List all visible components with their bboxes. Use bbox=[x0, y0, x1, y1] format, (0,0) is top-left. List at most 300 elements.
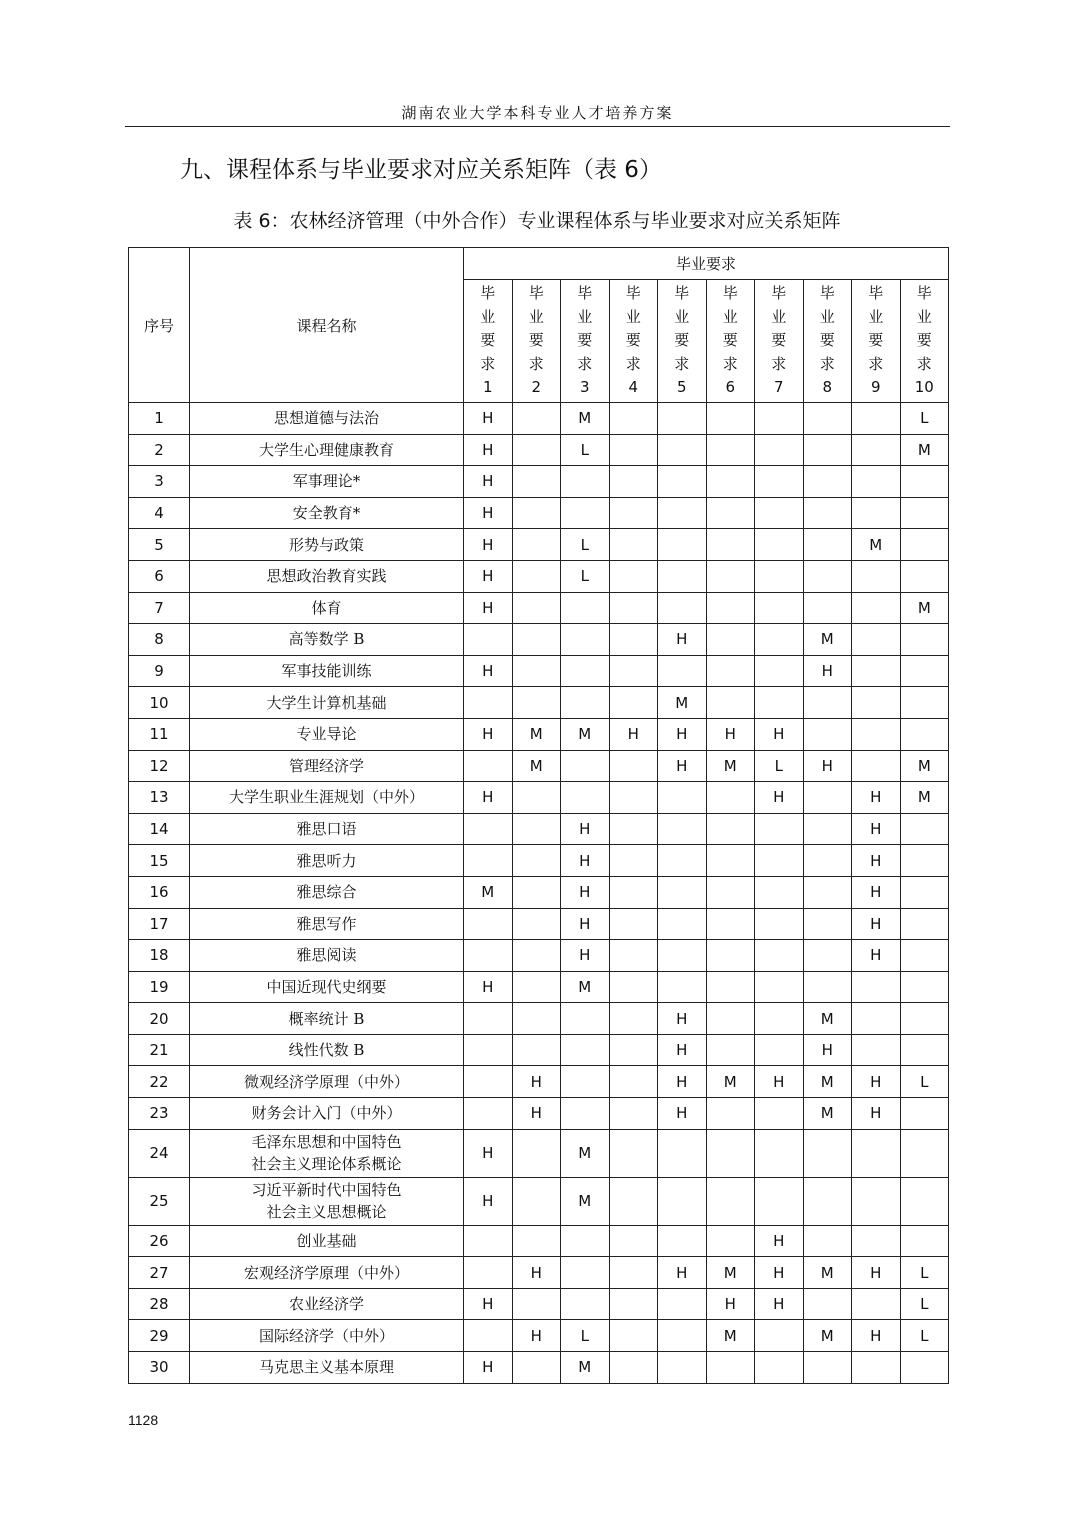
row-seq-cell: 20 bbox=[129, 1003, 190, 1035]
requirement-level-cell: M bbox=[658, 687, 707, 719]
requirement-level-cell bbox=[852, 655, 901, 687]
requirement-level-cell: M bbox=[852, 529, 901, 561]
requirement-level-cell bbox=[609, 940, 658, 972]
requirement-level-cell bbox=[609, 876, 658, 908]
requirement-level-cell bbox=[512, 1225, 561, 1257]
requirement-level-cell bbox=[803, 845, 852, 877]
requirement-level-cell bbox=[803, 560, 852, 592]
row-seq-cell: 26 bbox=[129, 1225, 190, 1257]
requirement-level-cell bbox=[609, 845, 658, 877]
requirement-level-cell: H bbox=[803, 1034, 852, 1066]
header-requirement-char: 10 bbox=[914, 378, 934, 397]
requirement-level-cell bbox=[464, 1034, 513, 1066]
header-requirement-char: 求 bbox=[625, 354, 641, 373]
course-name-cell bbox=[190, 624, 464, 656]
header-requirements-group: 毕业要求 bbox=[464, 248, 949, 280]
header-requirement-char: 求 bbox=[868, 354, 884, 373]
requirement-level-cell bbox=[755, 497, 804, 529]
requirement-level-cell bbox=[706, 1177, 755, 1225]
course-name-line: 毛泽东思想和中国特色 bbox=[251, 1133, 402, 1152]
requirement-level-cell bbox=[609, 971, 658, 1003]
requirement-level-cell bbox=[900, 497, 949, 529]
requirement-level-cell bbox=[852, 624, 901, 656]
row-seq-cell: 27 bbox=[129, 1257, 190, 1289]
requirement-level-cell bbox=[706, 529, 755, 561]
requirement-level-cell bbox=[464, 750, 513, 782]
header-requirement-char: 8 bbox=[822, 378, 833, 397]
requirement-level-cell bbox=[464, 1003, 513, 1035]
requirement-level-cell bbox=[512, 940, 561, 972]
header-requirement-char: 要 bbox=[722, 331, 738, 350]
requirement-level-cell: L bbox=[755, 750, 804, 782]
header-requirement-char: 求 bbox=[722, 354, 738, 373]
header-requirement-char: 业 bbox=[480, 307, 496, 326]
table-row bbox=[129, 1225, 949, 1257]
header-seq: 序号 bbox=[129, 248, 190, 403]
course-name-cell bbox=[190, 813, 464, 845]
requirement-level-cell: M bbox=[803, 1003, 852, 1035]
requirement-level-cell bbox=[561, 592, 610, 624]
requirement-level-cell: H bbox=[658, 1098, 707, 1130]
course-name-line: 财务会计入门（中外） bbox=[251, 1104, 402, 1123]
requirement-level-cell bbox=[658, 1177, 707, 1225]
requirement-level-cell bbox=[755, 876, 804, 908]
requirement-level-cell bbox=[900, 876, 949, 908]
row-seq-cell: 6 bbox=[129, 560, 190, 592]
requirement-level-cell: H bbox=[512, 1098, 561, 1130]
requirement-level-cell bbox=[852, 1129, 901, 1177]
requirement-level-cell bbox=[706, 592, 755, 624]
row-seq-cell: 3 bbox=[129, 466, 190, 498]
requirement-level-cell bbox=[755, 1003, 804, 1035]
requirement-level-cell: H bbox=[464, 1177, 513, 1225]
requirement-level-cell: M bbox=[803, 1257, 852, 1289]
header-requirement-char: 毕 bbox=[771, 284, 787, 303]
requirement-level-cell bbox=[900, 1034, 949, 1066]
course-name-cell bbox=[190, 1177, 464, 1225]
requirement-level-cell bbox=[609, 560, 658, 592]
requirement-level-cell bbox=[755, 1034, 804, 1066]
requirement-level-cell bbox=[803, 908, 852, 940]
requirement-level-cell: L bbox=[900, 1066, 949, 1098]
requirement-level-cell: H bbox=[852, 1257, 901, 1289]
requirement-level-cell: H bbox=[464, 718, 513, 750]
requirement-level-cell bbox=[464, 1320, 513, 1352]
requirement-level-cell bbox=[512, 1129, 561, 1177]
requirement-level-cell bbox=[464, 687, 513, 719]
header-requirement-char: 毕 bbox=[916, 284, 932, 303]
requirement-level-cell: M bbox=[561, 718, 610, 750]
header-requirement-char: 毕 bbox=[528, 284, 544, 303]
requirement-level-cell: H bbox=[512, 1257, 561, 1289]
requirement-level-cell bbox=[464, 1066, 513, 1098]
row-seq-cell: 2 bbox=[129, 434, 190, 466]
requirement-level-cell: H bbox=[706, 1288, 755, 1320]
requirement-level-cell: M bbox=[803, 1320, 852, 1352]
requirement-level-cell: M bbox=[706, 1320, 755, 1352]
requirement-level-cell: M bbox=[900, 782, 949, 814]
requirement-level-cell bbox=[658, 782, 707, 814]
requirement-level-cell bbox=[512, 782, 561, 814]
course-name-line: 大学生计算机基础 bbox=[266, 693, 387, 712]
requirement-level-cell: M bbox=[900, 592, 949, 624]
table-row bbox=[129, 497, 949, 529]
requirement-level-cell bbox=[512, 529, 561, 561]
requirement-level-cell bbox=[658, 813, 707, 845]
table-row bbox=[129, 655, 949, 687]
requirement-level-cell: H bbox=[464, 782, 513, 814]
requirement-level-cell bbox=[512, 434, 561, 466]
row-seq-cell: 28 bbox=[129, 1288, 190, 1320]
header-requirement-3 bbox=[561, 280, 610, 403]
course-name-line: 宏观经济学原理（中外） bbox=[243, 1263, 409, 1282]
requirement-level-cell: H bbox=[464, 1129, 513, 1177]
requirement-level-cell bbox=[706, 876, 755, 908]
course-name-line: 概率统计 B bbox=[288, 1009, 365, 1028]
header-requirement-char: 6 bbox=[725, 378, 736, 397]
requirement-level-cell: H bbox=[755, 1288, 804, 1320]
requirement-level-cell: H bbox=[464, 655, 513, 687]
header-requirement-char: 要 bbox=[577, 331, 593, 350]
requirement-level-cell: H bbox=[658, 718, 707, 750]
requirement-level-cell bbox=[900, 845, 949, 877]
requirement-level-cell bbox=[706, 1225, 755, 1257]
requirement-level-cell bbox=[609, 434, 658, 466]
requirement-level-cell bbox=[561, 466, 610, 498]
table-caption: 表 6：农林经济管理（中外合作）专业课程体系与毕业要求对应关系矩阵 bbox=[233, 210, 841, 232]
course-name-line: 思想道德与法治 bbox=[273, 409, 379, 428]
row-seq-cell: 14 bbox=[129, 813, 190, 845]
requirement-level-cell bbox=[706, 687, 755, 719]
table-row bbox=[129, 624, 949, 656]
requirement-level-cell bbox=[658, 1129, 707, 1177]
requirement-level-cell bbox=[803, 592, 852, 624]
row-seq-cell: 17 bbox=[129, 908, 190, 940]
requirement-level-cell bbox=[900, 1129, 949, 1177]
requirement-level-cell bbox=[803, 403, 852, 435]
requirement-level-cell bbox=[803, 1129, 852, 1177]
course-name-line: 思想政治教育实践 bbox=[266, 567, 387, 586]
header-requirement-char: 7 bbox=[773, 378, 784, 397]
requirement-level-cell: H bbox=[561, 845, 610, 877]
requirement-level-cell bbox=[561, 1034, 610, 1066]
requirement-level-cell bbox=[755, 466, 804, 498]
requirement-level-cell bbox=[852, 1177, 901, 1225]
row-seq-cell: 25 bbox=[129, 1177, 190, 1225]
course-name-line: 雅思阅读 bbox=[296, 946, 357, 965]
header-requirement-2 bbox=[512, 280, 561, 403]
requirement-level-cell: M bbox=[900, 750, 949, 782]
requirement-level-cell bbox=[609, 466, 658, 498]
requirement-level-cell bbox=[803, 782, 852, 814]
course-name-line: 管理经济学 bbox=[288, 756, 364, 775]
requirement-level-cell bbox=[755, 560, 804, 592]
requirement-level-cell bbox=[900, 1177, 949, 1225]
requirement-level-cell bbox=[658, 971, 707, 1003]
requirement-level-cell: H bbox=[852, 876, 901, 908]
requirement-level-cell bbox=[803, 687, 852, 719]
requirement-level-cell bbox=[658, 876, 707, 908]
course-name-line: 军事技能训练 bbox=[281, 662, 372, 681]
header-requirement-char: 5 bbox=[676, 378, 687, 397]
course-name-line: 习近平新时代中国特色 bbox=[251, 1181, 402, 1200]
table-row bbox=[129, 1003, 949, 1035]
table-row bbox=[129, 592, 949, 624]
requirement-level-cell bbox=[755, 529, 804, 561]
requirement-level-cell bbox=[755, 655, 804, 687]
requirement-level-cell bbox=[512, 876, 561, 908]
requirement-level-cell bbox=[755, 434, 804, 466]
requirement-level-cell: H bbox=[658, 1066, 707, 1098]
header-requirement-char: 毕 bbox=[577, 284, 593, 303]
requirement-level-cell bbox=[706, 655, 755, 687]
requirement-level-cell bbox=[755, 1129, 804, 1177]
requirement-level-cell bbox=[755, 908, 804, 940]
requirement-level-cell: H bbox=[464, 592, 513, 624]
requirement-level-cell: M bbox=[464, 876, 513, 908]
header-requirement-char: 业 bbox=[916, 307, 932, 326]
requirement-level-cell bbox=[609, 1034, 658, 1066]
course-name-cell bbox=[190, 529, 464, 561]
requirement-level-cell bbox=[852, 560, 901, 592]
requirement-level-cell: M bbox=[512, 718, 561, 750]
header-requirement-char: 业 bbox=[528, 307, 544, 326]
requirement-level-cell bbox=[609, 1003, 658, 1035]
requirement-level-cell bbox=[512, 497, 561, 529]
requirement-level-cell bbox=[609, 687, 658, 719]
requirement-level-cell bbox=[803, 434, 852, 466]
requirement-level-cell bbox=[512, 592, 561, 624]
course-name-line: 体育 bbox=[311, 598, 342, 617]
requirement-level-cell: H bbox=[464, 971, 513, 1003]
row-seq-cell: 30 bbox=[129, 1352, 190, 1384]
course-name-line: 马克思主义基本原理 bbox=[258, 1358, 394, 1377]
requirement-level-cell: H bbox=[658, 750, 707, 782]
requirement-level-cell bbox=[852, 497, 901, 529]
requirement-level-cell bbox=[609, 1098, 658, 1130]
requirement-level-cell bbox=[464, 1257, 513, 1289]
course-name-cell bbox=[190, 466, 464, 498]
table-row bbox=[129, 529, 949, 561]
requirement-level-cell bbox=[803, 971, 852, 1003]
requirement-level-cell bbox=[658, 529, 707, 561]
requirement-level-cell: H bbox=[561, 940, 610, 972]
requirement-level-cell: H bbox=[512, 1320, 561, 1352]
requirement-level-cell: L bbox=[561, 560, 610, 592]
course-name-cell bbox=[190, 434, 464, 466]
table-row bbox=[129, 718, 949, 750]
row-seq-cell: 10 bbox=[129, 687, 190, 719]
requirement-level-cell bbox=[512, 624, 561, 656]
requirement-level-cell bbox=[755, 1098, 804, 1130]
header-requirement-char: 毕 bbox=[625, 284, 641, 303]
course-name-line: 线性代数 B bbox=[288, 1041, 365, 1060]
requirement-level-cell bbox=[609, 908, 658, 940]
course-name-cell bbox=[190, 497, 464, 529]
requirement-level-cell bbox=[658, 1225, 707, 1257]
requirement-level-cell bbox=[512, 1003, 561, 1035]
requirement-level-cell bbox=[706, 434, 755, 466]
requirement-level-cell: H bbox=[561, 813, 610, 845]
course-name-line: 中国近现代史纲要 bbox=[266, 977, 387, 996]
course-name-cell bbox=[190, 1129, 464, 1177]
requirement-level-cell bbox=[658, 1320, 707, 1352]
requirement-level-cell: H bbox=[464, 529, 513, 561]
requirement-level-cell bbox=[561, 750, 610, 782]
requirement-level-cell bbox=[755, 403, 804, 435]
course-name-line: 微观经济学原理（中外） bbox=[243, 1072, 409, 1091]
requirement-level-cell bbox=[852, 687, 901, 719]
requirement-level-cell: M bbox=[561, 403, 610, 435]
requirement-level-cell bbox=[900, 971, 949, 1003]
table-row bbox=[129, 940, 949, 972]
requirement-level-cell bbox=[706, 560, 755, 592]
header-requirement-10 bbox=[900, 280, 949, 403]
requirement-level-cell bbox=[609, 1320, 658, 1352]
requirement-level-cell bbox=[561, 1257, 610, 1289]
requirement-level-cell bbox=[900, 718, 949, 750]
header-requirement-char: 求 bbox=[916, 354, 932, 373]
row-seq-cell: 23 bbox=[129, 1098, 190, 1130]
requirement-level-cell bbox=[464, 813, 513, 845]
requirement-level-cell: L bbox=[561, 1320, 610, 1352]
requirement-level-cell bbox=[803, 718, 852, 750]
requirement-level-cell: H bbox=[464, 1352, 513, 1384]
requirement-level-cell bbox=[464, 1225, 513, 1257]
header-requirement-char: 要 bbox=[480, 331, 496, 350]
table-row bbox=[129, 908, 949, 940]
requirement-level-cell bbox=[561, 497, 610, 529]
table-row bbox=[129, 971, 949, 1003]
course-name-cell bbox=[190, 1066, 464, 1098]
course-name-line: 高等数学 B bbox=[288, 630, 365, 649]
requirement-level-cell bbox=[900, 813, 949, 845]
header-requirement-char: 业 bbox=[674, 307, 690, 326]
requirement-level-cell: H bbox=[852, 1098, 901, 1130]
requirement-level-cell bbox=[609, 655, 658, 687]
course-name-cell bbox=[190, 845, 464, 877]
requirement-level-cell bbox=[609, 750, 658, 782]
row-seq-cell: 4 bbox=[129, 497, 190, 529]
header-requirement-5 bbox=[658, 280, 707, 403]
requirement-level-cell bbox=[706, 845, 755, 877]
requirement-level-cell bbox=[852, 1225, 901, 1257]
requirement-level-cell: H bbox=[609, 718, 658, 750]
requirement-level-cell bbox=[803, 940, 852, 972]
table-row bbox=[129, 750, 949, 782]
requirement-level-cell: H bbox=[512, 1066, 561, 1098]
requirement-level-cell bbox=[852, 718, 901, 750]
requirement-level-cell: H bbox=[852, 782, 901, 814]
requirement-level-cell bbox=[900, 1352, 949, 1384]
header-requirement-char: 要 bbox=[819, 331, 835, 350]
requirement-level-cell: H bbox=[464, 560, 513, 592]
requirement-level-cell: H bbox=[464, 497, 513, 529]
requirement-level-cell bbox=[755, 813, 804, 845]
header-requirement-char: 要 bbox=[528, 331, 544, 350]
course-name-cell bbox=[190, 1098, 464, 1130]
requirement-level-cell bbox=[706, 1034, 755, 1066]
requirement-level-cell: H bbox=[755, 1066, 804, 1098]
requirement-level-cell: M bbox=[512, 750, 561, 782]
requirement-level-cell bbox=[706, 908, 755, 940]
table-row bbox=[129, 1177, 949, 1225]
requirement-level-cell bbox=[755, 687, 804, 719]
requirement-level-cell bbox=[658, 940, 707, 972]
requirement-level-cell bbox=[706, 1003, 755, 1035]
requirement-level-cell: M bbox=[803, 1066, 852, 1098]
requirement-level-cell: L bbox=[561, 434, 610, 466]
requirement-level-cell bbox=[512, 908, 561, 940]
course-name-cell bbox=[190, 655, 464, 687]
requirement-level-cell bbox=[803, 466, 852, 498]
header-requirement-7 bbox=[755, 280, 804, 403]
course-name-line: 专业导论 bbox=[296, 725, 357, 744]
requirement-level-cell: M bbox=[803, 624, 852, 656]
page-number: 1128 bbox=[128, 1412, 159, 1428]
course-name-cell bbox=[190, 1003, 464, 1035]
course-name-cell bbox=[190, 1320, 464, 1352]
requirement-level-cell bbox=[900, 1003, 949, 1035]
course-name-cell bbox=[190, 1225, 464, 1257]
requirement-level-cell bbox=[512, 1034, 561, 1066]
requirement-level-cell: H bbox=[464, 403, 513, 435]
row-seq-cell: 29 bbox=[129, 1320, 190, 1352]
requirement-level-cell bbox=[706, 497, 755, 529]
course-name-cell bbox=[190, 1288, 464, 1320]
requirement-level-cell bbox=[706, 1129, 755, 1177]
requirement-level-cell bbox=[852, 592, 901, 624]
table-row bbox=[129, 403, 949, 435]
requirement-level-cell: H bbox=[803, 655, 852, 687]
header-requirement-char: 求 bbox=[674, 354, 690, 373]
requirement-level-cell bbox=[464, 908, 513, 940]
table-row bbox=[129, 1034, 949, 1066]
requirement-level-cell bbox=[658, 497, 707, 529]
requirement-level-cell: H bbox=[464, 1288, 513, 1320]
course-name-cell bbox=[190, 750, 464, 782]
requirement-level-cell: H bbox=[658, 624, 707, 656]
requirement-level-cell bbox=[803, 876, 852, 908]
requirement-level-cell bbox=[561, 1225, 610, 1257]
requirement-level-cell: H bbox=[658, 1257, 707, 1289]
course-name-line: 创业基础 bbox=[296, 1231, 357, 1250]
course-name-cell bbox=[190, 1257, 464, 1289]
requirement-level-cell bbox=[755, 1177, 804, 1225]
requirement-level-cell bbox=[852, 1034, 901, 1066]
requirement-level-cell bbox=[512, 687, 561, 719]
header-requirement-1 bbox=[464, 280, 513, 403]
requirement-level-cell: H bbox=[852, 845, 901, 877]
requirement-level-cell bbox=[852, 434, 901, 466]
requirement-level-cell: L bbox=[561, 529, 610, 561]
table-row bbox=[129, 560, 949, 592]
requirement-level-cell bbox=[803, 813, 852, 845]
row-seq-cell: 21 bbox=[129, 1034, 190, 1066]
header-requirement-char: 要 bbox=[674, 331, 690, 350]
requirement-level-cell: H bbox=[755, 1257, 804, 1289]
course-name-cell bbox=[190, 687, 464, 719]
header-requirement-char: 要 bbox=[625, 331, 641, 350]
header-requirement-char: 要 bbox=[771, 331, 787, 350]
requirement-level-cell bbox=[512, 1177, 561, 1225]
course-name-cell bbox=[190, 718, 464, 750]
header-requirement-char: 业 bbox=[722, 307, 738, 326]
requirement-level-cell bbox=[561, 1066, 610, 1098]
table-row bbox=[129, 1257, 949, 1289]
requirement-level-cell: M bbox=[706, 1257, 755, 1289]
requirement-level-cell bbox=[609, 592, 658, 624]
